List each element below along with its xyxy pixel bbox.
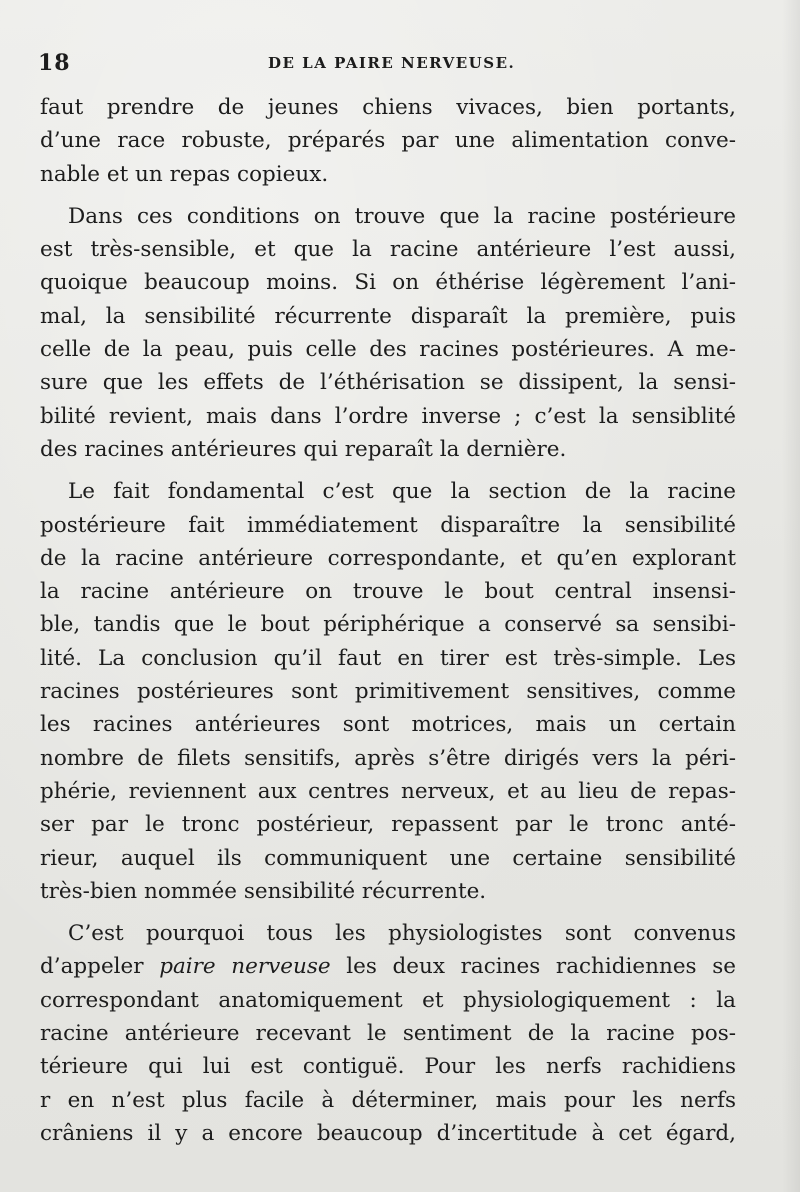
text-line: d’une race robuste, préparés par une alimentation conve- xyxy=(40,128,736,154)
text-run: correspondant anatomiquement et physiologiquement : la xyxy=(40,987,736,1013)
page-header xyxy=(38,50,760,80)
paragraph xyxy=(40,91,736,191)
text-line: de la racine antérieure correspondante, et qu’en explorant xyxy=(40,545,736,571)
text-line: faut prendre de jeunes chiens vivaces, bien portants, xyxy=(40,95,736,120)
paragraph xyxy=(40,917,736,1150)
text-line: Le fait fondamental c’est que la section de la racine xyxy=(68,479,736,505)
text-run: racine antérieure recevant le sentiment de la racine pos- xyxy=(40,1021,736,1047)
text-run: d’appeler xyxy=(40,954,160,980)
page-edge-shadow xyxy=(782,0,800,1192)
text-line xyxy=(40,917,736,950)
text-line: quoique beaucoup moins. Si on éthérise légèrement l’ani- xyxy=(40,270,736,296)
body-text xyxy=(40,91,736,1150)
paragraph xyxy=(40,475,736,908)
text-line: sure que les effets de l’éthérisation se dissipent, la sensi- xyxy=(40,370,736,396)
text-line: postérieure fait immédiatement disparaître la sensibilité xyxy=(40,512,736,538)
text-line: bilité revient, mais dans l’ordre inverse ; c’est la sensiblité xyxy=(40,403,736,429)
text-line: la racine antérieure on trouve le bout central insensi- xyxy=(40,579,736,605)
text-run: les deux racines rachidiennes se xyxy=(330,954,736,980)
paragraph xyxy=(40,200,736,466)
text-line: des racines antérieures qui reparaît la dernière. xyxy=(40,436,567,462)
text-line: celle de la peau, puis celle des racines postérieures. A me- xyxy=(40,337,736,363)
text-line: racines postérieures sont primitivement sensitives, comme xyxy=(40,679,736,705)
text-run: C’est pourquoi tous les physiologistes sont convenus xyxy=(68,921,736,947)
text-line: nable et un repas copieux. xyxy=(40,161,329,187)
text-line: mal, la sensibilité récurrente disparaît la première, puis xyxy=(40,303,736,329)
text-line xyxy=(40,1117,736,1150)
italic-term: paire nerveuse xyxy=(159,954,331,980)
text-line: lité. La conclusion qu’il faut en tirer est très-simple. Les xyxy=(40,645,736,671)
text-line xyxy=(40,1017,736,1050)
text-run: r en n’est plus facile à déterminer, mais pour les nerfs xyxy=(40,1087,736,1113)
text-line xyxy=(40,984,736,1017)
text-line: nombre de filets sensitifs, après s’être dirigés vers la péri- xyxy=(40,745,736,771)
text-line: phérie, reviennent aux centres nerveux, et au lieu de repas- xyxy=(40,778,736,804)
text-line: Dans ces conditions on trouve que la racine postérieure xyxy=(68,203,736,229)
text-line xyxy=(40,1084,736,1117)
text-line: est très-sensible, et que la racine antérieure l’est aussi, xyxy=(40,237,736,263)
text-line: ser par le tronc postérieur, repassent par le tronc anté- xyxy=(40,812,736,838)
page-number: 18 xyxy=(38,50,71,76)
text-line xyxy=(40,950,736,983)
text-line: ble, tandis que le bout périphérique a conservé sa sensibi- xyxy=(40,612,736,638)
text-run: térieure qui lui est contiguë. Pour les nerfs rachidiens xyxy=(40,1054,736,1080)
running-title: DE LA PAIRE NERVEUSE. xyxy=(268,54,516,72)
text-line: très-bien nommée sensibilité récurrente. xyxy=(40,878,487,904)
text-line: les racines antérieures sont motrices, mais un certain xyxy=(40,712,736,738)
text-run: crâniens il y a encore beaucoup d’incertitude à cet égard, xyxy=(40,1120,736,1146)
text-line: rieur, auquel ils communiquent une certaine sensibilité xyxy=(40,845,736,871)
text-line xyxy=(40,1050,736,1083)
